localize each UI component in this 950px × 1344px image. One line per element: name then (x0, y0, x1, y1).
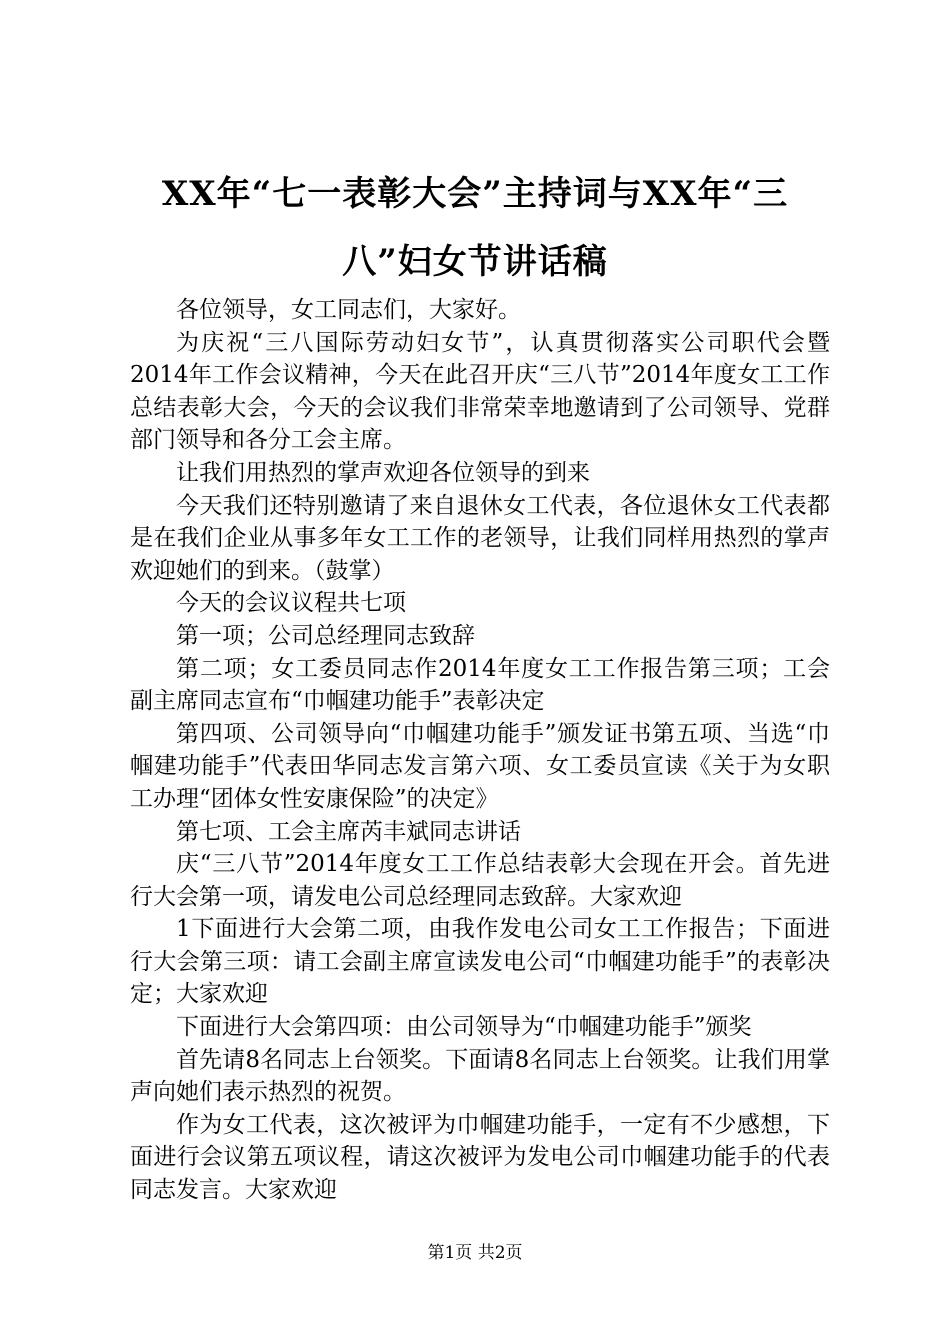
paragraph: 作为女工代表，这次被评为巾帼建功能手，一定有不少感想，下面进行会议第五项议程，请这次被评为发电公司巾帼建功能手的代表同志发言。大家欢迎 (130, 1111, 830, 1204)
paragraph: 第七项、工会主席芮丰斌同志讲话 (176, 818, 521, 845)
paragraph: 各位领导，女工同志们，大家好。 (176, 297, 521, 323)
page-number-footer: 第1页 共2页 (427, 1243, 523, 1263)
document-title: XX年“七一表彰大会”主持词与XX年“三八”妇女节讲话稿 (161, 174, 789, 282)
paragraph: 让我们用热烈的掌声欢迎各位领导的到来 (176, 459, 590, 486)
paragraph: 今天的会议议程共七项 (176, 590, 406, 617)
paragraph: 1下面进行大会第二项，由我作发电公司女工工作报告；下面进行大会第三项：请工会副主席宣读发电公司“巾帼建功能手”的表彰决定；大家欢迎 (130, 916, 830, 1008)
paragraph: 第一项；公司总经理同志致辞 (176, 622, 475, 649)
document-body (130, 294, 830, 1207)
paragraph: 首先请8名同志上台领奖。下面请8名同志上台领奖。让我们用掌声向她们表示热烈的祝贺。 (130, 1046, 830, 1106)
paragraph: 下面进行大会第四项：由公司领导为“巾帼建功能手”颁奖 (176, 1014, 752, 1041)
paragraph: 今天我们还特别邀请了来自退休女工代表，各位退休女工代表都是在我们企业从事多年女工工作的老领导，让我们同样用热烈的掌声欢迎她们的到来。（鼓掌） (130, 492, 830, 584)
paragraph: 庆“三八节”2014年度女工工作总结表彰大会现在开会。首先进行大会第一项，请发电公司总经理同志致辞。大家欢迎 (130, 851, 830, 910)
paragraph: 第四项、公司领导向“巾帼建功能手”颁发证书第五项、当选“巾帼建功能手”代表田华同志发言第六项、女工委员宣读《关于为女职工办理“团体女性安康保险”的决定》 (130, 720, 830, 812)
paragraph: 第二项；女工委员同志作2014年度女工工作报告第三项；工会副主席同志宣布“巾帼建功能手”表彰决定 (130, 655, 830, 715)
paragraph: 为庆祝“三八国际劳动妇女节”，认真贯彻落实公司职代会暨2014年工作会议精神，今天在此召开庆“三八节”2014年度女工工作总结表彰大会，今天的会议我们非常荣幸地邀请到了公司领导、党群部门领导和各分工会主席。 (130, 329, 830, 454)
